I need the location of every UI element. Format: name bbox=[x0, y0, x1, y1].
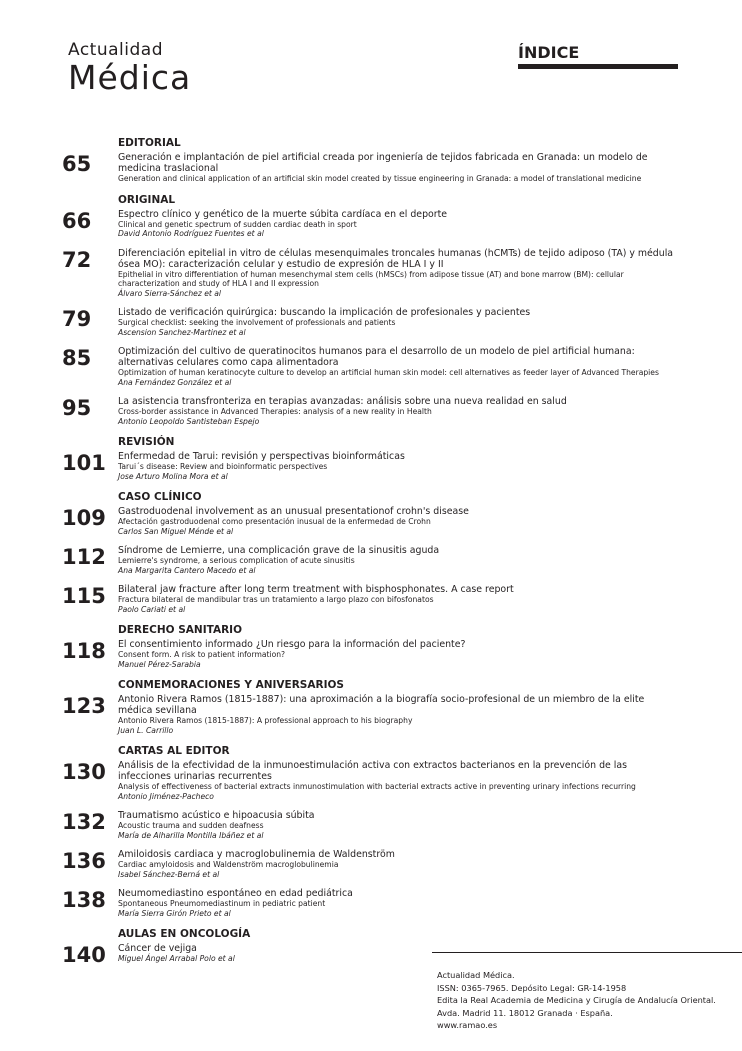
article-entry[interactable] bbox=[0, 248, 742, 299]
page-number: 112 bbox=[62, 545, 106, 569]
article-details bbox=[118, 451, 678, 481]
toc-section bbox=[0, 194, 742, 427]
article-entry[interactable] bbox=[0, 396, 742, 426]
article-authors: Carlos San Miguel Ménde et al bbox=[118, 526, 234, 536]
article-title-translation: Analysis of effectiveness of bacterial extracts inmunostimulation with bacterial extracts active in preventing urinary infections recurring bbox=[118, 782, 636, 791]
article-title: Amiloidosis cardiaca y macroglobulinemia de Waldenström bbox=[118, 849, 395, 860]
article-details bbox=[118, 639, 678, 669]
section-heading: REVISIÓN bbox=[118, 436, 175, 448]
article-entry[interactable] bbox=[0, 152, 742, 184]
journal-logo bbox=[68, 40, 191, 95]
section-heading: ORIGINAL bbox=[118, 193, 176, 206]
article-title-translation: Surgical checklist: seeking the involvement of professionals and patients bbox=[118, 318, 396, 327]
article-entry[interactable] bbox=[0, 849, 742, 879]
article-title: Síndrome de Lemierre, una complicación grave de la sinusitis aguda bbox=[118, 545, 440, 556]
article-authors: Juan L. Carrillo bbox=[118, 725, 174, 735]
article-entry[interactable] bbox=[0, 810, 742, 840]
article-title: Diferenciación epitelial in vitro de células mesenquimales troncales humanas (hCMTs) de tejido adiposo (TA) y médula ósea MO): caracterización celular y estudio de expresión de HLA I y II bbox=[118, 247, 674, 270]
article-entry[interactable] bbox=[0, 506, 742, 536]
article-title: La asistencia transfronteriza en terapias avanzadas: análisis sobre una nueva realidad en salud bbox=[118, 396, 567, 407]
article-details bbox=[118, 209, 678, 239]
article-title-translation: Cross-border assistance in Advanced Therapies: analysis of a new reality in Health bbox=[118, 407, 432, 416]
footer-line: Edita la Real Academia de Medicina y Cirugía de Andalucía Oriental. bbox=[437, 995, 716, 1005]
article-authors: María de Alharilla Montilla Ibáñez et al bbox=[118, 830, 264, 840]
toc-section bbox=[0, 624, 742, 669]
article-details bbox=[118, 248, 678, 299]
toc-section bbox=[0, 137, 742, 184]
article-details bbox=[118, 152, 678, 184]
table-of-contents bbox=[0, 137, 742, 975]
article-title-translation: Lemierre's syndrome, a serious complication of acute sinusitis bbox=[118, 556, 355, 565]
article-details bbox=[118, 810, 678, 840]
page-number: 66 bbox=[62, 208, 92, 233]
article-title: Listado de verificación quirúrgica: buscando la implicación de profesionales y pacientes bbox=[118, 307, 531, 318]
article-authors: Antonio Jiménez-Pacheco bbox=[118, 791, 214, 801]
article-authors: Miguel Ángel Arrabal Polo et al bbox=[118, 954, 235, 963]
article-authors: Paolo Cariati et al bbox=[118, 604, 186, 614]
page-number: 109 bbox=[62, 506, 106, 530]
footer-line: ISSN: 0365-7965. Depósito Legal: GR-14-1958 bbox=[437, 982, 627, 993]
page-number: 132 bbox=[62, 810, 106, 834]
footer-line: Avda. Madrid 11. 18012 Granada · España. bbox=[437, 1007, 613, 1018]
section-heading: EDITORIAL bbox=[118, 137, 181, 149]
article-authors: Ana Fernández González et al bbox=[118, 377, 232, 387]
page-number: 65 bbox=[62, 152, 92, 176]
article-title: Generación e implantación de piel artificial creada por ingeniería de tejidos fabricada en Granada: un modelo de medicina traslacional bbox=[118, 152, 648, 174]
article-title: Traumatismo acústico e hipoacusia súbita bbox=[118, 810, 315, 821]
article-title-translation: Afectación gastroduodenal como presentación inusual de la enfermedad de Crohn bbox=[118, 517, 431, 526]
article-details bbox=[118, 760, 678, 801]
section-heading: AULAS EN ONCOLOGÍA bbox=[118, 928, 251, 940]
footer-divider bbox=[432, 952, 742, 953]
article-authors: Ascension Sanchez-Martinez et al bbox=[118, 327, 246, 337]
page-number: 85 bbox=[62, 346, 92, 370]
article-title-translation: Antonio Rivera Ramos (1815-1887): A professional approach to his biography bbox=[118, 716, 413, 725]
article-title: Análisis de la efectividad de la inmunoestimulación activa con extractos bacterianos en la prevención de las infecciones urinarias recurrentes bbox=[118, 760, 627, 782]
page-number: 101 bbox=[62, 451, 106, 475]
page-number: 140 bbox=[62, 943, 106, 967]
article-entry[interactable] bbox=[0, 584, 742, 614]
article-entry[interactable] bbox=[0, 545, 742, 575]
logo-top-text: Actualidad bbox=[68, 40, 163, 60]
article-title: Optimización del cultivo de queratinocitos humanos para el desarrollo de un modelo de piel artificial humana: alternativas celulares como capa alimentadora bbox=[118, 346, 635, 368]
article-title: Cáncer de vejiga bbox=[118, 943, 197, 954]
toc-section bbox=[0, 491, 742, 614]
article-title-translation: Spontaneous Pneumomediastinum in pediatric patient bbox=[118, 899, 326, 908]
page-number: 130 bbox=[62, 760, 106, 784]
article-details bbox=[118, 849, 678, 879]
article-entry[interactable] bbox=[0, 694, 742, 735]
article-title-translation: Fractura bilateral de mandibular tras un tratamiento a largo plazo con bifosfonatos bbox=[118, 595, 434, 604]
page-number: 115 bbox=[62, 584, 106, 608]
article-details bbox=[118, 943, 678, 964]
footer-line: www.ramao.es bbox=[437, 1020, 498, 1030]
article-title: Neumomediastino espontáneo en edad pediátrica bbox=[118, 888, 353, 899]
publisher-info bbox=[437, 969, 737, 1032]
article-title: El consentimiento informado ¿Un riesgo para la información del paciente? bbox=[118, 639, 466, 650]
article-details bbox=[118, 545, 678, 575]
article-title: Enfermedad de Tarui: revisión y perspectivas bioinformáticas bbox=[118, 451, 405, 462]
page-number: 138 bbox=[62, 888, 106, 912]
article-entry[interactable] bbox=[0, 943, 742, 965]
article-title: Antonio Rivera Ramos (1815-1887): una aproximación a la biografía socio-profesional de un miembro de la elite médica sevillana bbox=[118, 694, 645, 716]
toc-section bbox=[0, 928, 742, 965]
article-entry[interactable] bbox=[0, 888, 742, 918]
article-authors: Jose Arturo Molina Mora et al bbox=[118, 471, 228, 481]
article-title-translation: Clinical and genetic spectrum of sudden cardiac death in sport bbox=[118, 219, 357, 229]
article-entry[interactable] bbox=[0, 307, 742, 337]
article-title-translation: Tarui´s disease: Review and bioinformatic perspectives bbox=[118, 462, 328, 471]
article-entry[interactable] bbox=[0, 346, 742, 387]
page-number: 79 bbox=[62, 307, 92, 331]
index-title: ÍNDICE bbox=[518, 43, 580, 62]
article-entry[interactable] bbox=[0, 451, 742, 481]
page-number: 136 bbox=[62, 849, 106, 873]
section-heading: DERECHO SANITARIO bbox=[118, 624, 242, 636]
article-title-translation: Generation and clinical application of an artificial skin model created by tissue engineering in Granada: a model of translational medicine bbox=[118, 174, 642, 183]
toc-section bbox=[0, 745, 742, 918]
index-title-rule bbox=[518, 64, 678, 69]
article-entry[interactable] bbox=[0, 760, 742, 801]
article-title-translation: Epithelial in vitro differentiation of human mesenchymal stem cells (hMSCs) from adipose tissue (AT) and bone marrow (BM): cellular characterization and study of HLA I and II expression bbox=[118, 269, 624, 288]
article-title-translation: Optimization of human keratinocyte culture to develop an artificial human skin model: cell alternatives as feeder layer of Advanced Therapies bbox=[118, 368, 659, 377]
section-heading: CASO CLÍNICO bbox=[118, 491, 202, 503]
article-authors: David Antonio Rodríguez Fuentes et al bbox=[118, 229, 264, 238]
logo-main-text: Médica bbox=[68, 58, 192, 97]
page-number: 118 bbox=[62, 639, 106, 663]
footer-line: Actualidad Médica. bbox=[437, 970, 515, 980]
article-authors: Isabel Sánchez-Berná et al bbox=[118, 869, 220, 879]
article-details bbox=[118, 584, 678, 614]
article-details bbox=[118, 694, 678, 735]
page-number: 95 bbox=[62, 396, 92, 420]
toc-section bbox=[0, 436, 742, 481]
article-details bbox=[118, 396, 678, 426]
section-heading: CARTAS AL EDITOR bbox=[118, 745, 230, 757]
article-title-translation: Consent form. A risk to patient information? bbox=[118, 650, 286, 659]
article-authors: Manuel Pérez-Sarabia bbox=[118, 659, 201, 669]
page-number: 123 bbox=[62, 694, 106, 718]
article-authors: María Sierra Girón Prieto et al bbox=[118, 908, 231, 918]
article-authors: Antonio Leopoldo Santisteban Espejo bbox=[118, 416, 260, 426]
toc-section bbox=[0, 679, 742, 735]
article-title-translation: Cardiac amyloidosis and Waldenström macroglobulinemia bbox=[118, 860, 339, 869]
article-entry[interactable] bbox=[0, 639, 742, 669]
article-authors: Álvaro Sierra-Sánchez et al bbox=[118, 288, 222, 298]
article-details bbox=[118, 307, 678, 337]
article-entry[interactable] bbox=[0, 209, 742, 239]
article-authors: Ana Margarita Cantero Macedo et al bbox=[118, 565, 256, 575]
article-title-translation: Acoustic trauma and sudden deafness bbox=[118, 821, 264, 830]
page-number: 72 bbox=[62, 247, 92, 272]
article-title: Bilateral jaw fracture after long term treatment with bisphosphonates. A case report bbox=[118, 584, 514, 595]
article-details bbox=[118, 506, 678, 536]
article-title: Espectro clínico y genético de la muerte súbita cardíaca en el deporte bbox=[118, 208, 448, 220]
section-heading: CONMEMORACIONES Y ANIVERSARIOS bbox=[118, 679, 344, 691]
article-details bbox=[118, 346, 678, 387]
article-title: Gastroduodenal involvement as an unusual presentationof crohn's disease bbox=[118, 506, 469, 517]
article-details bbox=[118, 888, 678, 918]
